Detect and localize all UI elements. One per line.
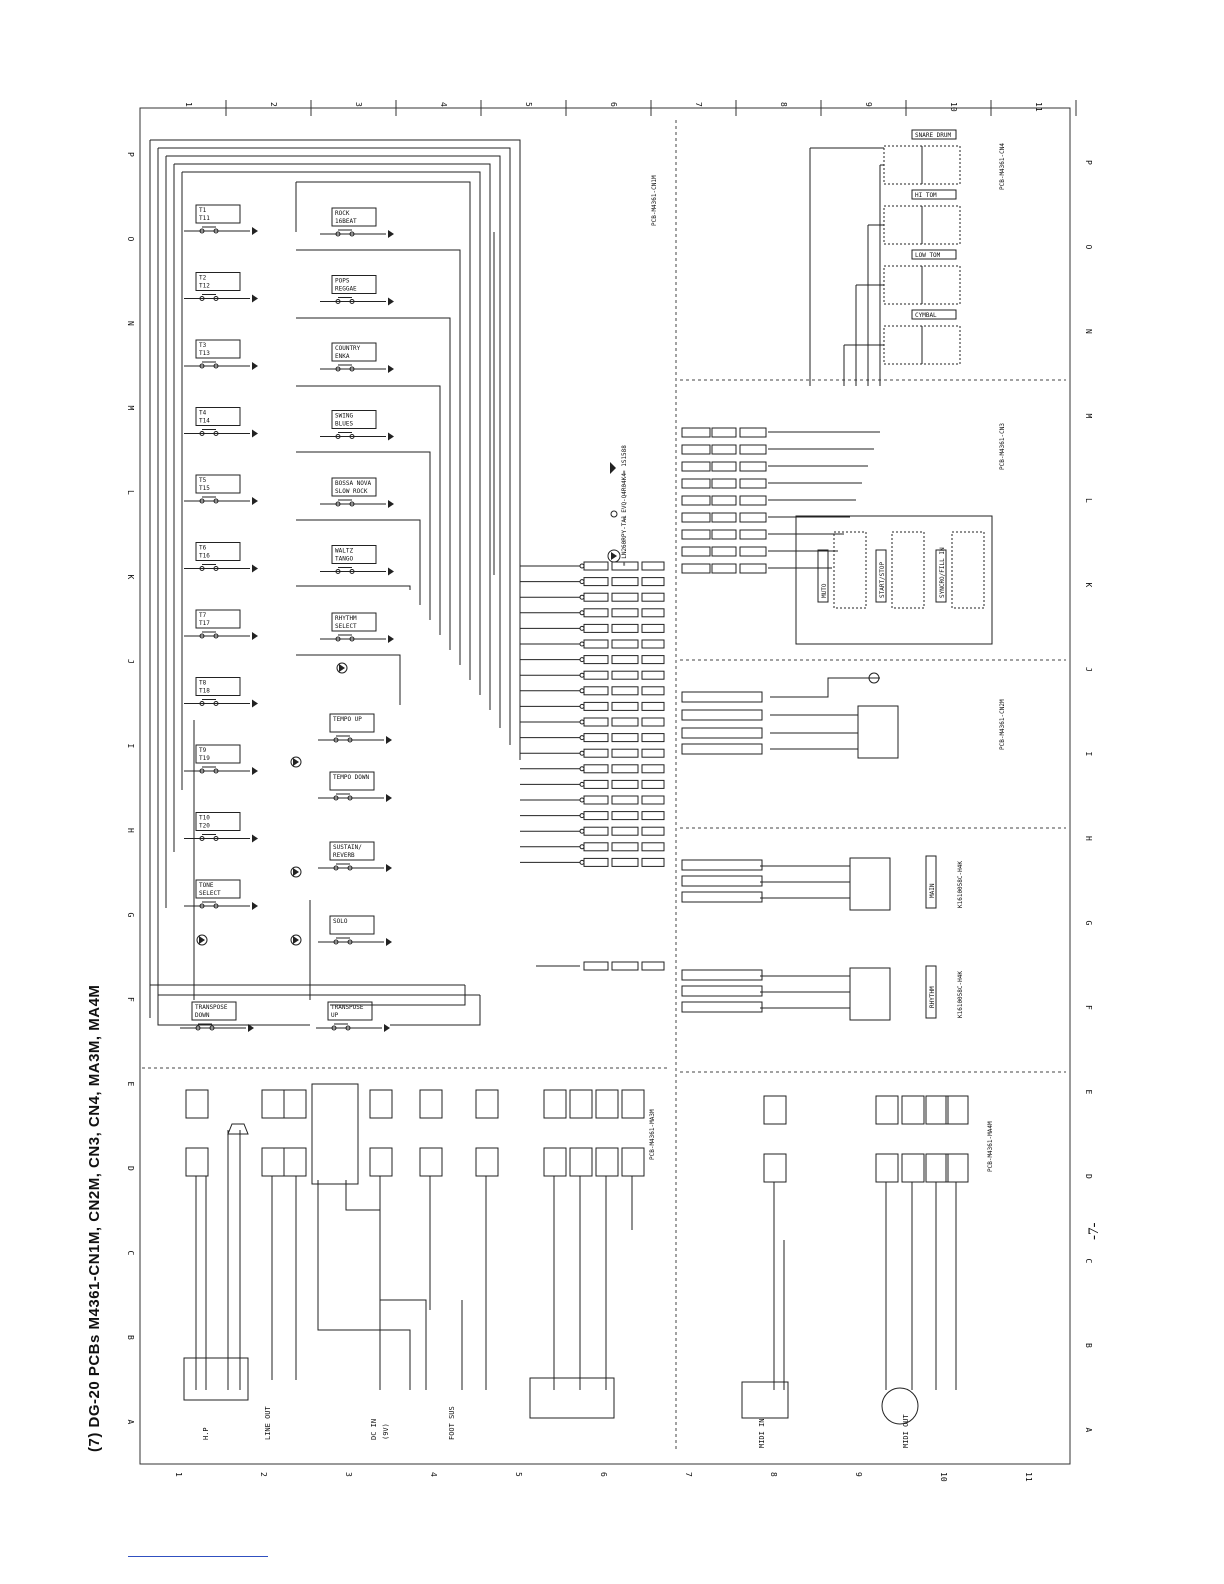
drum-pad-label: LOW TOM (915, 252, 941, 259)
grid-letter: C (126, 1250, 135, 1256)
connector-row (682, 496, 856, 505)
switch-label: T4 (199, 409, 207, 417)
switch-box (320, 276, 394, 306)
led-group (197, 663, 347, 945)
connector-row (520, 578, 664, 586)
grid-letter: K (1084, 582, 1093, 588)
switch-box (320, 613, 394, 643)
connector-row (682, 564, 832, 573)
switch-label: REVERB (333, 852, 355, 859)
switch-label: ROCK (335, 210, 350, 217)
legend-item: = LN260RPY-TA1 (621, 515, 628, 566)
switch-label: T17 (199, 620, 210, 627)
grid-letter: H (126, 828, 135, 833)
connector-row (520, 562, 664, 570)
board-labels (202, 143, 1006, 1448)
grid-letter: K (126, 574, 135, 580)
switch-label: UP (331, 1012, 339, 1019)
grid-number: 6 (599, 1472, 608, 1477)
grid-letter: E (126, 1081, 135, 1087)
jack-label: H.P (202, 1427, 210, 1440)
grid-bottom-numbers (174, 1472, 1033, 1482)
grid-number: 2 (259, 1472, 268, 1477)
grid-letter: N (1084, 329, 1093, 334)
control-switch-label: START/STOP (879, 561, 886, 598)
grid-letter: P (1084, 160, 1093, 165)
switch-label: T18 (199, 687, 210, 695)
switch-box (184, 880, 258, 910)
board-label: PCB-M4361-CN2M (999, 699, 1006, 750)
switch-label: TEMPO DOWN (333, 774, 370, 781)
control-switch-label: MUTO (821, 583, 828, 598)
switch-label: T15 (199, 485, 210, 492)
switch-label: BOSSA NOVA (335, 480, 372, 487)
switch-label: T16 (199, 552, 210, 560)
drum-pad-label: CYMBAL (915, 312, 937, 319)
connector-strip-jc (520, 562, 664, 970)
grid-letter: A (126, 1419, 135, 1425)
grid-letter: M (1084, 413, 1093, 419)
volume-pot-group (682, 858, 890, 1020)
grid-number: 1 (184, 102, 193, 107)
switch-label: 16BEAT (335, 218, 357, 225)
pedal-section (682, 673, 898, 758)
switch-label: SOLO (333, 918, 348, 925)
connector-row (520, 749, 664, 757)
grid-letter: J (1084, 667, 1093, 672)
switch-box (180, 1002, 254, 1032)
grid-number: 7 (694, 102, 703, 107)
grid-number: 1 (174, 1472, 183, 1477)
switch-label: T6 (199, 544, 207, 552)
switch-label: DOWN (195, 1012, 210, 1019)
switch-label: TANGO (335, 555, 354, 563)
legend-item: = 1S1588 (621, 445, 628, 474)
grid-right-letters (1084, 160, 1093, 1433)
connector-row (520, 827, 664, 835)
switch-box (318, 916, 392, 946)
connector-row (520, 702, 664, 710)
page-number: -7- (1086, 1222, 1102, 1240)
connector-row (520, 718, 664, 726)
connector-row (520, 640, 664, 648)
control-switch-label: SYNCRO/FILL IN (939, 547, 946, 598)
drum-pad-label: HI TOM (915, 192, 937, 199)
connector-row (520, 858, 664, 866)
legend-item: = EVQ-Q4R04K4 (621, 473, 628, 520)
switch-label: T12 (199, 282, 210, 290)
connector-row (682, 428, 880, 437)
grid-letter: D (126, 1166, 135, 1171)
grid-letter: B (1084, 1343, 1093, 1348)
grid-letter: I (1084, 751, 1093, 757)
jack-label: FOOT SUS (448, 1406, 456, 1440)
connector-row (682, 513, 850, 522)
switch-box (320, 411, 394, 441)
switch-label: T9 (199, 747, 207, 754)
jack-connector-column (186, 1090, 968, 1182)
pot-part-number: K1610058C-H4K (957, 861, 964, 908)
switch-label: TEMPO UP (333, 716, 362, 723)
volume-label (926, 966, 964, 1018)
connector-strip-jd (682, 428, 880, 573)
grid-letter: A (1084, 1427, 1093, 1433)
switch-label: ENKA (335, 353, 350, 360)
grid-number: 5 (524, 102, 533, 107)
grid-number: 8 (779, 102, 788, 107)
switch-label: T20 (199, 822, 210, 830)
switch-label: SLOW ROCK (335, 488, 368, 495)
grid-letter: I (126, 743, 135, 749)
connector-row (520, 656, 664, 664)
grid-number: 7 (684, 1472, 693, 1477)
page-title: (7) DG-20 PCBs M4361-CN1M, CN2M, CN3, CN4, MA3M, MA4M (86, 984, 103, 1452)
pot-part-number: K1610058C-H4K (957, 971, 964, 1018)
switch-label: T14 (199, 417, 210, 425)
connector-row (682, 547, 838, 556)
grid-letter: M (126, 405, 135, 411)
grid-number: 5 (514, 1472, 523, 1477)
switch-label: SUSTAIN/ (333, 844, 362, 851)
switch-label: T2 (199, 274, 207, 282)
switch-box (184, 678, 258, 708)
connector-row (520, 593, 664, 601)
grid-number: 3 (344, 1472, 353, 1477)
switch-box (320, 478, 394, 508)
switch-label: TRANSPOSE (331, 1004, 364, 1011)
switch-label: REGGAE (335, 285, 357, 293)
grid-letter: L (1084, 498, 1093, 503)
switch-label: POPS (335, 277, 350, 285)
switch-label: T7 (199, 612, 207, 619)
grid-letter: B (126, 1335, 135, 1340)
drum-pad-label: SNARE DRUM (915, 132, 952, 139)
switch-label: T3 (199, 342, 207, 349)
connector-row (520, 687, 664, 695)
grid-number: 11 (1024, 1472, 1033, 1482)
grid-left-letters (126, 152, 135, 1425)
board-label: PCB-M4361-CN4 (999, 143, 1006, 190)
switch-label: T8 (199, 679, 207, 687)
drum-pad (856, 250, 960, 386)
grid-number: 2 (269, 102, 278, 107)
switch-label: T19 (199, 755, 210, 762)
grid-letter: G (1084, 920, 1093, 926)
grid-number: 8 (769, 1472, 778, 1477)
connector-row (682, 445, 874, 454)
switch-label: SELECT (335, 623, 357, 630)
switch-box (184, 610, 258, 640)
rhythm-switch-group (320, 208, 394, 643)
board-label: PCB-M4361-CN3 (999, 423, 1006, 470)
connector-row (520, 671, 664, 679)
connector-row (520, 624, 664, 632)
control-switch (936, 532, 984, 608)
connector-row (520, 780, 664, 788)
switch-box (184, 813, 258, 843)
switch-label: TONE (199, 882, 214, 889)
switch-box (318, 772, 392, 802)
switch-label: COUNTRY (335, 345, 361, 352)
connector-row (682, 479, 862, 488)
board-label: PCB-M4361-CN1M (651, 175, 658, 226)
connector-row (520, 812, 664, 820)
switch-label: T1 (199, 207, 207, 214)
grid-letter: G (126, 912, 135, 918)
switch-box (184, 340, 258, 370)
switch-label: SWING (335, 412, 354, 420)
switch-box (316, 1002, 390, 1032)
switch-label: T5 (199, 477, 207, 484)
grid-letter: F (126, 997, 135, 1002)
board-label: PCB-M4361-MA3M (649, 1109, 656, 1160)
switch-box (320, 208, 394, 238)
drum-pad (868, 190, 960, 386)
jack-label: DC IN (370, 1418, 378, 1440)
switch-box (318, 714, 392, 744)
function-switch-group (318, 714, 392, 946)
grid-letter: L (126, 490, 135, 495)
grid-letter: O (126, 236, 135, 242)
switch-box (184, 205, 258, 235)
grid-letter: O (1084, 244, 1093, 250)
jack-label: MIDI OUT (902, 1414, 910, 1448)
switch-label: TRANSPOSE (195, 1004, 228, 1011)
connector-row (520, 796, 664, 804)
connector-row (520, 609, 664, 617)
drum-pad-group (810, 130, 960, 386)
control-switch-group (796, 516, 992, 1018)
grid-letter: N (126, 321, 135, 326)
switch-box (184, 475, 258, 505)
grid-letter: C (1084, 1258, 1093, 1264)
switch-box (318, 842, 392, 872)
control-switch (876, 532, 924, 608)
switch-box (320, 343, 394, 373)
connector-row (536, 962, 664, 970)
control-switch (818, 532, 866, 608)
tone-switch-group (184, 205, 258, 910)
grid-number: 9 (864, 102, 873, 107)
symbol-legend (608, 445, 628, 566)
volume-label-text: MAIN (929, 883, 936, 898)
grid-letter: E (1084, 1089, 1093, 1095)
volume-label (926, 856, 964, 908)
switch-box (184, 273, 258, 303)
switch-box (184, 745, 258, 775)
connector-row (520, 765, 664, 773)
transpose-switch-group (180, 1002, 390, 1032)
volume-label-text: RHYTHM (929, 986, 936, 1008)
grid-letter: P (126, 152, 135, 157)
grid-number: 11 (1034, 102, 1043, 112)
grid-number: 3 (354, 102, 363, 107)
connector-row (520, 843, 664, 851)
switch-label: BLUES (335, 420, 354, 428)
switch-label: T11 (199, 215, 210, 222)
grid-letter: J (126, 659, 135, 664)
grid-number: 6 (609, 102, 618, 107)
connector-row (682, 462, 868, 471)
grid-letter: F (1084, 1005, 1093, 1010)
switch-label: WALTZ (335, 547, 354, 555)
drum-pad (844, 310, 960, 386)
grid-number: 4 (429, 1472, 438, 1477)
grid-number: 10 (939, 1472, 948, 1482)
grid-number: 9 (854, 1472, 863, 1477)
switch-label: SELECT (199, 890, 221, 897)
grid-letter: H (1084, 836, 1093, 841)
connector-row (520, 734, 664, 742)
jack-label: MIDI IN (758, 1418, 766, 1448)
jack-label: LINE OUT (264, 1406, 272, 1440)
connector-row (682, 530, 844, 539)
board-label: PCB-M4361-MA4M (987, 1121, 994, 1172)
switch-label: T10 (199, 814, 210, 822)
switch-label: RHYTHM (335, 615, 357, 622)
grid-number: 4 (439, 102, 448, 107)
switch-box (184, 408, 258, 438)
switch-box (320, 546, 394, 576)
jack-section (184, 1084, 968, 1424)
grid-number: 10 (949, 102, 958, 112)
switch-label: T13 (199, 350, 210, 357)
jack-label: (9V) (382, 1423, 390, 1440)
grid-letter: D (1084, 1174, 1093, 1179)
switch-box (184, 543, 258, 573)
